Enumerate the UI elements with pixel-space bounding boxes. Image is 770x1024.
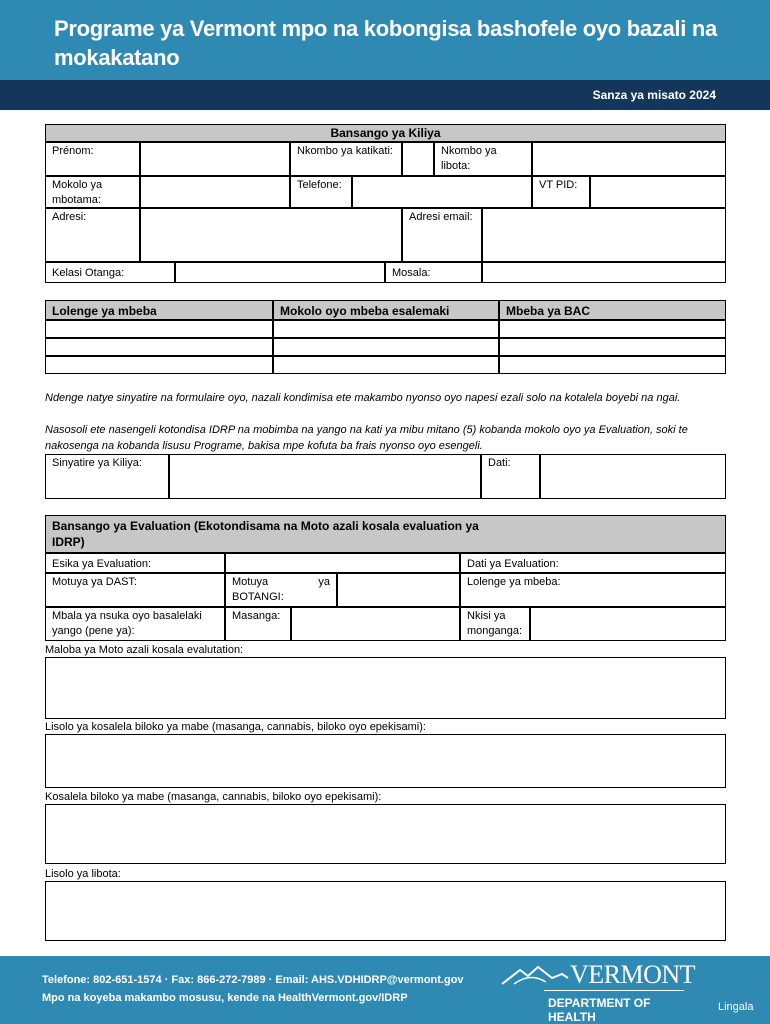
address-label: Adresi: — [45, 208, 140, 262]
evaluation-heading — [45, 515, 726, 553]
offense-row-2-bac[interactable] — [499, 338, 726, 356]
dob-field[interactable] — [140, 176, 290, 208]
vermont-logo — [500, 960, 696, 1024]
middle-name-field[interactable] — [402, 142, 434, 176]
education-label: Kelasi Otanga: — [45, 262, 175, 283]
signature-label: Sinyatire ya Kiliya: — [45, 454, 169, 499]
mountain-logo-icon — [500, 964, 570, 986]
offense-row-1-bac[interactable] — [499, 320, 726, 338]
substance-use-label: Kosalela biloko ya mabe (masanga, cannabis, biloko oyo epekisami): — [45, 791, 382, 803]
occupation-field[interactable] — [482, 262, 726, 283]
evaluator-comments-field[interactable] — [45, 657, 726, 719]
eval-location-field[interactable] — [225, 553, 460, 573]
offense-row-3-type[interactable] — [45, 356, 273, 374]
last-name-field[interactable] — [532, 142, 726, 176]
logo-department: DEPARTMENT OF HEALTH — [548, 996, 651, 1024]
logo-wordmark: VERMONT — [570, 960, 696, 989]
alcohol-label: Masanga: — [225, 607, 291, 641]
footer-website: Mpo na koyeba makambo mosusu, kende na HealthVermont.gov/IDRP — [42, 992, 408, 1004]
offense-row-3-bac[interactable] — [499, 356, 726, 374]
email-label: Adresi email: — [402, 208, 482, 262]
offense-row-1-date[interactable] — [273, 320, 499, 338]
offense-type-header: Lolenge ya mbeba — [45, 300, 273, 320]
screening-score-label-a: Motuya — [232, 576, 269, 588]
substance-history-label: Lisolo ya kosalela biloko ya mabe (masanga, cannabis, biloko oyo epekisami): — [45, 721, 426, 733]
prenom-label: Prénom: — [45, 142, 140, 176]
screening-score-label-b: ya — [318, 576, 330, 588]
vt-pid-field[interactable] — [590, 176, 726, 208]
offense-type-field[interactable]: Lolenge ya mbeba: — [460, 573, 726, 607]
education-field[interactable] — [175, 262, 385, 283]
logo-divider — [544, 990, 684, 991]
evaluator-comments-label: Maloba ya Moto azali kosala evalutation: — [45, 644, 244, 656]
alcohol-field[interactable] — [291, 607, 460, 641]
offense-row-2-date[interactable] — [273, 338, 499, 356]
signature-date-label: Dati: — [481, 454, 540, 499]
substance-use-field[interactable] — [45, 804, 726, 864]
screening-score-label-c: BOTANGI: — [232, 591, 284, 603]
certification-note: Ndenge natye sinyatire na formulaire oyo, nazali kondimisa ete makambo nyonso oyo napesi ezali solo na kotalela boyebi na ngai. — [45, 392, 681, 404]
family-history-label: Lisolo ya libota: — [45, 868, 121, 880]
last-name-label: Nkombo ya libota: — [434, 142, 532, 176]
email-field[interactable] — [482, 208, 726, 262]
dob-label: Mokolo ya mbotama: — [45, 176, 140, 208]
medication-label: Nkisi ya monganga: — [460, 607, 530, 641]
page-title: Programe ya Vermont mpo na kobongisa bashofele oyo bazali na mokakatano — [54, 16, 717, 70]
medication-field[interactable] — [530, 607, 726, 641]
phone-field[interactable] — [352, 176, 532, 208]
footer-contact: Telefone: 802-651-1574 · Fax: 866-272-7989 · Email: AHS.VDHIDRP@vermont.gov — [42, 974, 464, 986]
family-history-field[interactable] — [45, 881, 726, 941]
signature-field[interactable] — [169, 454, 481, 499]
offense-row-3-date[interactable] — [273, 356, 499, 374]
eval-date-field[interactable]: Dati ya Evaluation: — [460, 553, 726, 573]
eval-location-label: Esika ya Evaluation: — [45, 553, 225, 573]
prenom-field[interactable] — [140, 142, 290, 176]
form-date: Sanza ya misato 2024 — [592, 88, 716, 102]
offense-date-header: Mokolo oyo mbeba esalemaki — [273, 300, 499, 320]
phone-label: Telefone: — [290, 176, 352, 208]
dast-score-field[interactable]: Motuya ya DAST: — [45, 573, 225, 607]
address-field[interactable] — [140, 208, 402, 262]
offense-row-1-type[interactable] — [45, 320, 273, 338]
offense-bac-header: Mbeba ya BAC — [499, 300, 726, 320]
evaluation-heading-text: Bansango ya Evaluation (Ekotondisama na Moto azali kosala evaluation ya IDRP) — [52, 519, 479, 549]
middle-name-label: Nkombo ya katikati: — [290, 142, 402, 176]
signature-date-field[interactable] — [540, 454, 726, 499]
language-label: Lingala — [718, 1001, 754, 1013]
screening-score-field[interactable] — [337, 573, 460, 607]
offense-row-2-type[interactable] — [45, 338, 273, 356]
screening-score-label — [225, 573, 337, 607]
client-info-heading: Bansango ya Kiliya — [45, 124, 726, 142]
completion-note: Nasosoli ete nasengeli kotondisa IDRP na mobimba na yango na kati ya mibu mitano (5) kobanda mokolo oyo ya Evaluation, soki te nakosenga na kobanda lisusu Programe, bakisa mpe kofuta ba frais nyonso oyo esengeli. — [45, 424, 688, 452]
last-use-label: Mbala ya nsuka oyo basalelaki yango (pene ya): — [45, 607, 225, 641]
vt-pid-label: VT PID: — [532, 176, 590, 208]
occupation-label: Mosala: — [385, 262, 482, 283]
substance-history-field[interactable] — [45, 734, 726, 788]
